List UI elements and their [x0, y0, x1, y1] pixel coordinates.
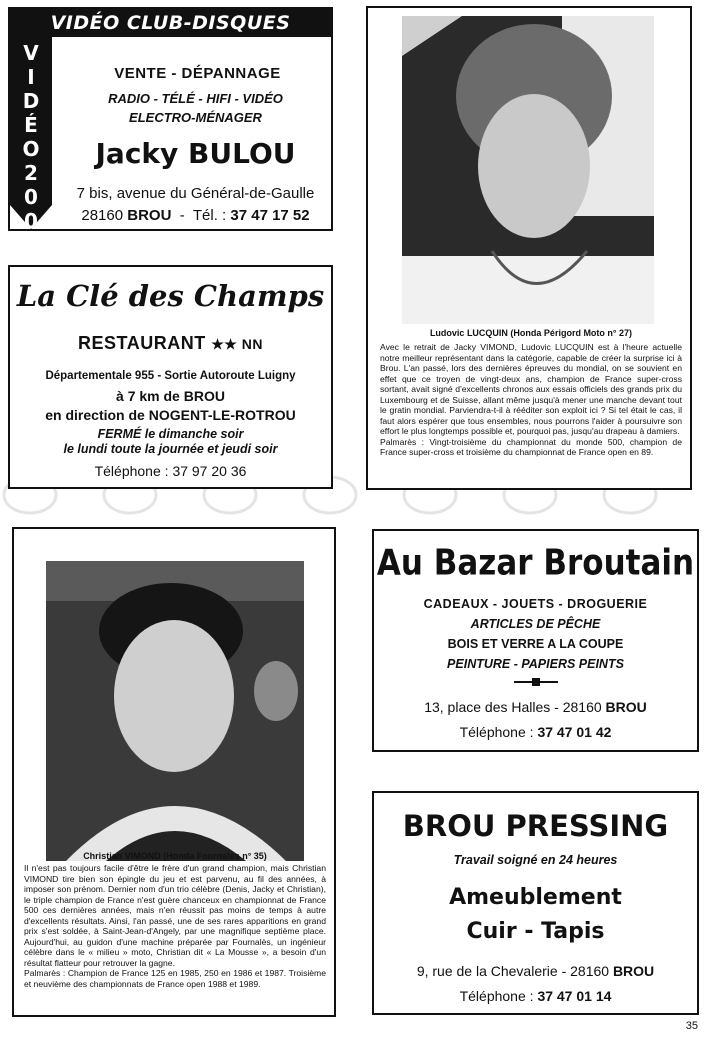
side-letter: 0 — [24, 185, 38, 209]
star-icon: ★★ NN — [211, 336, 263, 352]
side-letter: O — [22, 137, 40, 161]
video-club-owner: Jacky BULOU — [95, 137, 296, 170]
article-vimond — [12, 527, 336, 1017]
dash: - — [179, 207, 185, 224]
restaurant-label: RESTAURANT — [78, 333, 206, 353]
side-letter: D — [22, 89, 40, 113]
city: BROU — [605, 699, 647, 715]
tel-number: 37 47 17 52 — [230, 207, 310, 224]
pressing-line1: Travail soigné en 24 heures — [453, 853, 618, 867]
side-letter: É — [24, 113, 38, 137]
ad-brou-pressing — [372, 791, 699, 1015]
video-2000-sidebar — [10, 37, 52, 257]
restaurant-closed-1: FERMÉ le dimanche soir — [97, 427, 244, 441]
ad-restaurant — [8, 265, 333, 489]
caption-palmares: Palmarès : Champion de France 125 en 1985, 250 en 1986 et 1987. Troisième et neuvième des championnats de France open 1988 et 1989. — [24, 968, 326, 989]
city: BROU — [612, 963, 655, 979]
restaurant-name: La Clé des Champs — [16, 279, 325, 313]
video-club-line1: VENTE - DÉPANNAGE — [114, 65, 281, 82]
bazar-line3: BOIS ET VERRE A LA COUPE — [447, 637, 624, 651]
page-number: 35 — [685, 1020, 698, 1032]
tel-label: Tél. : — [192, 207, 227, 224]
caption-palmares: Palmarès : Vingt-troisième du championnat du monde 500, champion de France super-cross et troisième du championnat de France open en 89. — [380, 436, 682, 457]
address: 13, place des Halles - 28160 — [424, 699, 602, 715]
phone-label: Téléphone : — [459, 988, 534, 1004]
bazar-name: Au Bazar Broutain — [376, 542, 695, 584]
side-letter: 0 — [24, 233, 38, 257]
restaurant-phone — [10, 463, 331, 479]
video-2000-letters — [10, 41, 52, 257]
phone-number: 37 97 20 36 — [172, 463, 247, 479]
phone-label: Téléphone : — [94, 463, 169, 479]
caption-title-vimond: Christian VIMOND (Honda Fournalès n° 35) — [83, 851, 267, 861]
bazar-phone — [374, 724, 697, 740]
bazar-line2: ARTICLES DE PÊCHE — [470, 617, 601, 631]
ad-video-club — [8, 7, 333, 257]
pressing-line2: Ameublement — [449, 885, 622, 910]
photo-vimond — [46, 561, 304, 861]
side-letter: 2 — [24, 161, 38, 185]
caption-title-lucquin: Ludovic LUCQUIN (Honda Périgord Moto n° 27) — [429, 328, 633, 338]
bazar-line1: CADEAUX - JOUETS - DROGUERIE — [423, 597, 648, 611]
article-lucquin — [366, 6, 692, 490]
video-club-banner: VIDÉO CLUB-DISQUES — [10, 9, 331, 37]
video-club-line2: RADIO - TÉLÉ - HIFI - VIDÉO — [108, 91, 283, 106]
restaurant-direction: en direction de NOGENT-LE-ROTROU — [45, 407, 296, 423]
caption-body: Avec le retrait de Jacky VIMOND, Ludovic LUCQUIN est à l'heure actuelle notre meilleur représentant dans la catégorie, capable de créer la surprise ici à Brou. L'an passé, lors des dernières épreuves du mondial, on se souvient en effet que ce troyen de vingt-deux ans, champion de France super-cross sortant, avait signé d'excellents chronos aux essais officiels des grands prix du Luxembourg et de Suisse, allant même jusqu'à mener une manche devant tout le gratin mondial. Parviendra-t-il à rééditer son exploit ici ? Si tel était le cas, il faut alors espérer que tous ensembles, nous pourrons l'aider à poursuivre son effort le plus longtemps possible et, pourquoi pas, jusqu'au drapeau à damiers. — [380, 342, 682, 436]
restaurant-closed-2: le lundi toute la journée et jeudi soir — [63, 442, 278, 456]
phone-number: 37 47 01 14 — [537, 988, 612, 1004]
video-club-address: 7 bis, avenue du Général-de-Gaulle — [76, 185, 315, 202]
side-letter: 0 — [24, 209, 38, 233]
portrait-illustration — [46, 561, 304, 861]
portrait-illustration — [402, 16, 654, 324]
video-club-line3: ELECTRO-MÉNAGER — [129, 110, 262, 125]
restaurant-distance: à 7 km de BROU — [116, 388, 225, 404]
city: BROU — [127, 207, 172, 224]
separator-dot-icon — [532, 678, 540, 686]
address: 9, rue de la Chevalerie - 28160 — [416, 963, 610, 979]
restaurant-type — [10, 333, 331, 354]
bazar-address — [374, 699, 697, 715]
phone-number: 37 47 01 42 — [537, 724, 612, 740]
photo-lucquin — [402, 16, 654, 324]
pressing-line3: Cuir - Tapis — [466, 919, 605, 944]
ad-bazar-broutain — [372, 529, 699, 752]
pressing-address — [374, 963, 697, 979]
phone-label: Téléphone : — [459, 724, 534, 740]
postcode: 28160 — [81, 207, 124, 224]
caption-body: Il n'est pas toujours facile d'être le frère d'un grand champion, mais Christian VIMOND tire bien son épingle du jeu et est parvenu, au fil des années, à imposer son prénom. Dernier nom d'un trio célèbre (Denis, Jacky et Christian), le triple champion de France n'est guère chanceux en championnat de France 500 ces dernières années, mais n'en réussit pas moins de temps à autre d'excellents résultats. Ainsi, l'an passé, une de ses rares apparitions en grand prix s'est soldée, à Saint-Jean-d'Angely, par une magnifique septième place. Aujourd'hui, au guidon d'une machine préparée par Fournalès, un ingénieur célèbre dans le « milieu » moto, Christian dit « La Mousse », a besoin d'un résultat flatteur pour retrouver la gagne. — [24, 863, 326, 968]
side-letter: I — [27, 65, 35, 89]
pressing-phone — [374, 988, 697, 1004]
video-club-contact — [58, 207, 333, 224]
pressing-name: BROU PRESSING — [402, 809, 669, 843]
side-letter: V — [23, 41, 39, 65]
bazar-line4: PEINTURE - PAPIERS PEINTS — [447, 657, 624, 671]
caption-text-lucquin — [380, 342, 682, 458]
restaurant-road: Départementale 955 - Sortie Autoroute Luigny — [45, 370, 296, 382]
caption-text-vimond — [24, 863, 326, 989]
